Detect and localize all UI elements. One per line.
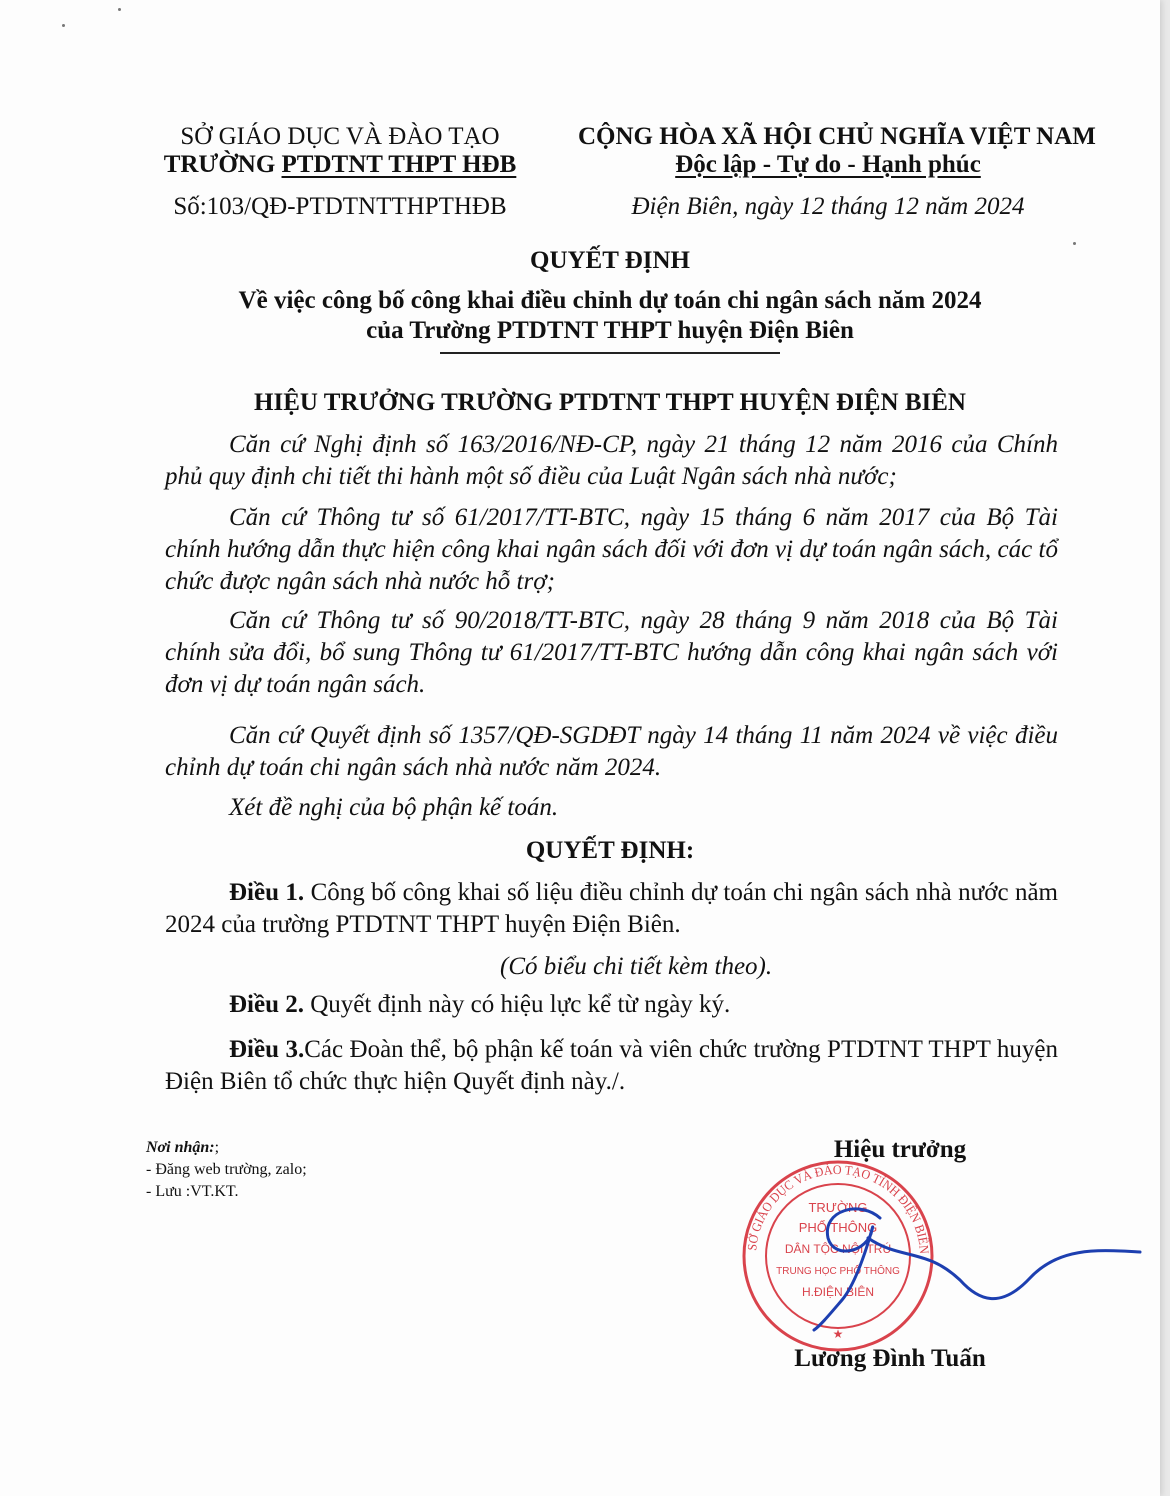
scan-speck bbox=[1073, 242, 1076, 245]
scan-speck bbox=[62, 24, 65, 27]
article-2: Điều 2. Quyết định này có hiệu lực kể từ ngày ký. bbox=[229, 991, 731, 1018]
place-date: Điện Biên, ngày 12 tháng 12 năm 2024 bbox=[631, 193, 1025, 220]
decision-heading: QUYẾT ĐỊNH: bbox=[525, 837, 695, 864]
stamp-line-1: TRƯỜNG bbox=[808, 1200, 868, 1215]
stamp-line-4: TRUNG HỌC PHỔ THÔNG bbox=[776, 1266, 900, 1277]
agency-name: SỞ GIÁO DỤC VÀ ĐÀO TẠO bbox=[180, 123, 500, 150]
recipient-item: - Lưu :VT.KT. bbox=[146, 1183, 239, 1200]
recipients-label: Nơi nhận:; bbox=[146, 1139, 220, 1156]
stamp-star-icon: ★ bbox=[832, 1327, 844, 1341]
issuing-authority: HIỆU TRƯỞNG TRƯỜNG PTDTNT THPT HUYỆN ĐIỆN BIÊN bbox=[254, 389, 966, 416]
national-motto: Độc lập - Tự do - Hạnh phúc bbox=[675, 151, 981, 178]
document-number: Số:103/QĐ-PTDTNTTHPTHĐB bbox=[173, 193, 507, 220]
stamp-ring-text: SỞ GIÁO DỤC VÀ ĐÀO TẠO TỈNH ĐIỆN BIÊN bbox=[744, 1161, 933, 1255]
document-title: QUYẾT ĐỊNH bbox=[530, 247, 690, 274]
legal-basis-1: Căn cứ Nghị định số 163/2016/NĐ-CP, ngày 21 tháng 12 năm 2016 của Chính phủ quy định chi tiết thi hành một số điều của Luật Ngân sách nhà nước; bbox=[165, 431, 1058, 490]
recipient-item: - Đăng web trường, zalo; bbox=[146, 1161, 307, 1178]
legal-basis-2: Căn cứ Thông tư số 61/2017/TT-BTC, ngày 15 tháng 6 năm 2017 của Bộ Tài chính hướng dẫn thực hiện công khai ngân sách đối với đơn vị dự toán ngân sách, các tổ chức được ngân sách nhà nước hỗ trợ; bbox=[165, 504, 1058, 595]
attachment-note: (Có biểu chi tiết kèm theo). bbox=[500, 953, 773, 980]
stamp-line-5: H.ĐIỆN BIÊN bbox=[801, 1285, 875, 1299]
legal-basis-5: Xét đề nghị của bộ phận kế toán. bbox=[229, 794, 559, 821]
national-title: CỘNG HÒA XÃ HỘI CHỦ NGHĨA VIỆT NAM bbox=[578, 123, 1096, 150]
stamp-line-3: DÂN TỘC NỘI TRÚ bbox=[784, 1242, 892, 1256]
scan-speck bbox=[118, 8, 121, 11]
article-3: Điều 3.Các Đoàn thể, bộ phận kế toán và viên chức trường PTDTNT THPT huyện Điện Biên tổ chức thực hiện Quyết định này./. bbox=[165, 1036, 1058, 1095]
article-1: Điều 1. Công bố công khai số liệu điều chỉnh dự toán chi ngân sách nhà nước năm 2024 của trường PTDTNT THPT huyện Điện Biên. bbox=[165, 879, 1059, 938]
legal-basis-4: Căn cứ Quyết định số 1357/QĐ-SGDĐT ngày 14 tháng 11 năm 2024 về việc điều chỉnh dự toán chi ngân sách nhà nước năm 2024. bbox=[165, 722, 1058, 781]
document-subject: Về việc công bố công khai điều chỉnh dự toán chi ngân sách năm 2024 bbox=[238, 287, 982, 314]
legal-basis-3: Căn cứ Thông tư số 90/2018/TT-BTC, ngày 28 tháng 9 năm 2018 của Bộ Tài chính sửa đổi, bổ sung Thông tư 61/2017/TT-BTC hướng dẫn công khai ngân sách với đơn vị dự toán ngân sách. bbox=[165, 607, 1058, 698]
official-stamp bbox=[730, 1160, 1160, 1360]
stamp-line-2: PHỔ THÔNG bbox=[798, 1220, 878, 1235]
signer-title: Hiệu trưởng bbox=[833, 1136, 967, 1163]
school-name: TRƯỜNG PTDTNT THPT HĐB bbox=[163, 151, 517, 178]
document-subject-line2: của Trường PTDTNT THPT huyện Điện Biên bbox=[366, 317, 854, 344]
title-divider bbox=[440, 352, 780, 354]
signer-name: Lương Đình Tuấn bbox=[794, 1345, 986, 1372]
